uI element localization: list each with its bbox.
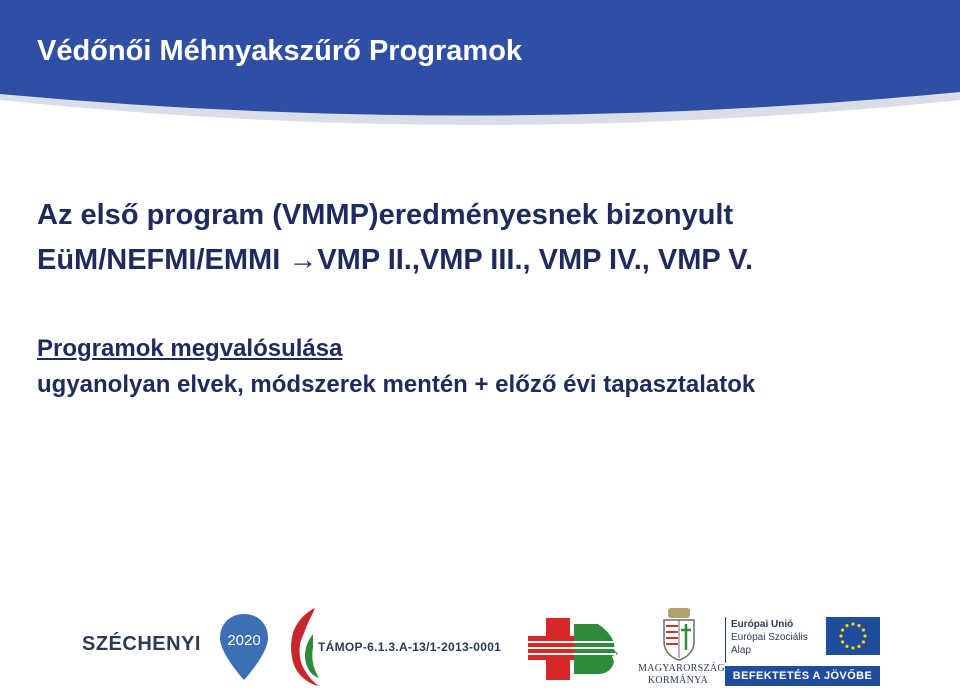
eu-fund-label — [731, 618, 808, 657]
hungarian-crest-icon — [660, 606, 698, 662]
footer-logos — [0, 600, 960, 697]
eu-title: Európai Unió — [731, 619, 794, 630]
body-line-2: EüM/NEFMI/EMMI →VMP II.,VMP III., VMP IV., VMP V. — [37, 244, 754, 276]
body-line-1: Az első program (VMMP)eredményesnek bizonyult — [37, 199, 734, 231]
gov-line-1: MAGYARORSZÁG — [638, 663, 725, 674]
szechenyi-logo-text: SZÉCHENYI — [82, 633, 201, 655]
szechenyi-year: 2020 — [227, 632, 261, 649]
government-logo-text — [638, 663, 725, 687]
eu-fund-line-2: Alap — [731, 645, 752, 656]
eu-flag-icon — [826, 617, 880, 655]
body-subheading: Programok megvalósulása — [37, 335, 343, 362]
gov-line-2: KORMÁNYA — [647, 675, 709, 686]
szechenyi-pin-icon — [218, 612, 270, 682]
health-cross-logo — [528, 614, 620, 684]
body-line-4: ugyanolyan elvek, módszerek mentén + előző évi tapasztalatok — [37, 371, 756, 398]
eu-fund-line-1: Európai Szociális — [731, 632, 808, 643]
slide-title: Védőnői Méhnyakszűrő Programok — [37, 35, 523, 67]
eu-divider — [725, 617, 726, 663]
tamop-code: TÁMOP-6.1.3.A-13/1-2013-0001 — [318, 640, 502, 654]
eu-slogan-bar: BEFEKTETÉS A JÖVŐBE — [725, 666, 880, 686]
